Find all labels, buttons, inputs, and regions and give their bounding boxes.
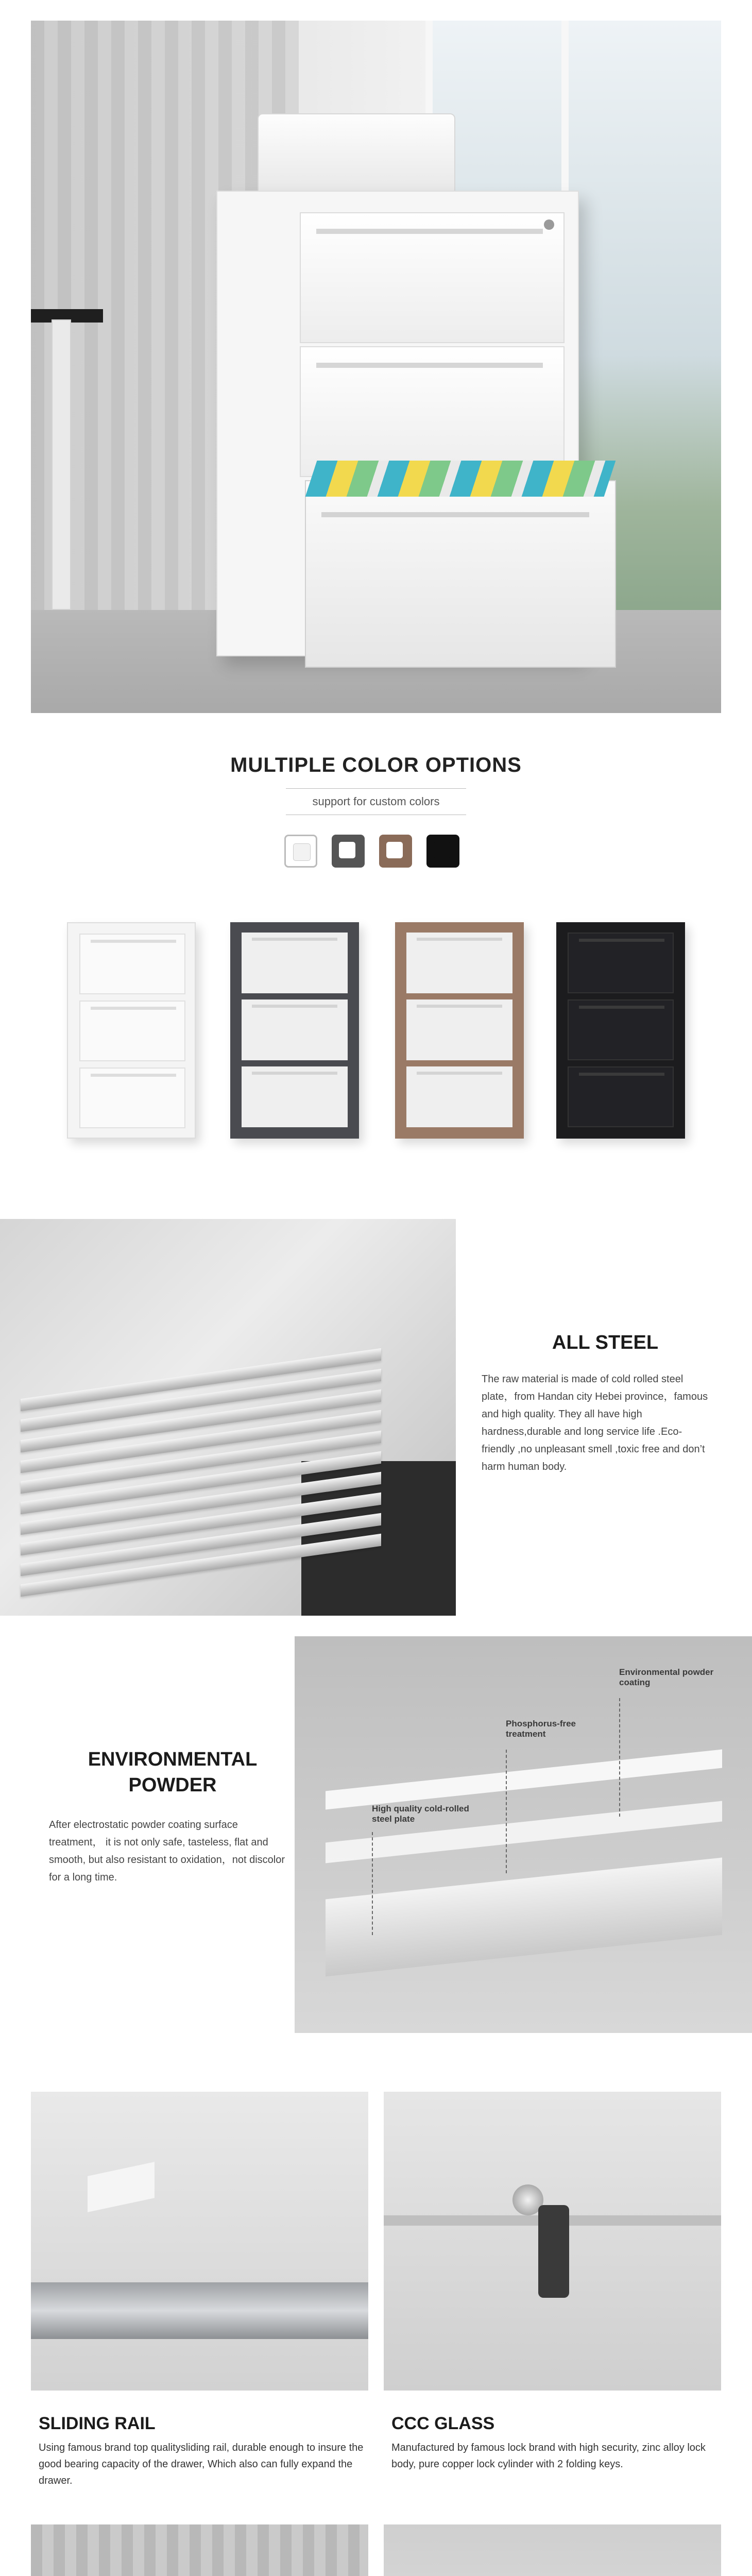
drawer-handle xyxy=(252,1005,337,1008)
powder-coating-layer xyxy=(326,1750,722,1810)
steel-plates-image xyxy=(0,1219,456,1616)
cabinet-white xyxy=(67,922,196,1139)
swatch-coffee-fill xyxy=(386,842,403,858)
swatch-black[interactable] xyxy=(426,835,459,868)
mini-drawer xyxy=(79,1067,185,1128)
environmental-title xyxy=(39,1747,306,1798)
label-powder-coating: Environmental powder coating xyxy=(619,1667,714,1687)
hero-product-image xyxy=(31,21,721,713)
cabinet-drawer-open xyxy=(305,480,616,668)
all-steel-title: ALL STEEL xyxy=(552,1332,659,1353)
hanging-files xyxy=(305,461,616,497)
mini-drawer xyxy=(406,1066,512,1127)
color-options-subtitle: support for custom colors xyxy=(286,788,466,815)
printer xyxy=(258,113,455,198)
environmental-title-line2: POWDER xyxy=(128,1774,217,1796)
label-pointer-line xyxy=(372,1832,373,1935)
lock-image xyxy=(384,2092,721,2391)
drawer-handle xyxy=(316,229,543,234)
feature-title-sliding-rail: SLIDING RAIL xyxy=(39,2414,156,2433)
label-pointer-line xyxy=(619,1698,620,1817)
swatch-grey-fill xyxy=(339,842,355,858)
feature-title-ccc-glass: CCC GLASS xyxy=(391,2414,495,2433)
drawer-handle xyxy=(579,1073,664,1076)
filing-cabinet xyxy=(216,191,579,656)
steel-plate-layer xyxy=(326,1858,722,1977)
mini-drawer xyxy=(242,999,348,1060)
cabinet-black xyxy=(556,922,685,1139)
cabinet-coffee xyxy=(395,922,524,1139)
feature-text-sliding-rail: Using famous brand top qualitysliding rail, durable enough to insure the good bearing capacity of the drawer, Which also can fully expand the drawer. xyxy=(39,2442,364,2486)
handle-image xyxy=(31,2524,368,2576)
drawer-handle xyxy=(579,1006,664,1009)
swatch-white-fill xyxy=(293,843,311,861)
swatch-white[interactable] xyxy=(284,835,317,868)
drawer-handle xyxy=(91,1074,176,1077)
drawer-handle xyxy=(91,940,176,943)
drawer-handle xyxy=(252,1072,337,1075)
swatch-black-fill xyxy=(434,842,450,858)
cabinet-drawer-middle xyxy=(300,346,565,477)
cabinet-drawer-top xyxy=(300,212,565,343)
mini-drawer xyxy=(79,934,185,994)
coating-layers-image xyxy=(295,1636,752,2033)
environmental-text: After electrostatic powder coating surface treatment， it is not only safe, tasteless, flat and smooth, but also resistant to oxidation，not discolor for a long time. xyxy=(49,1819,285,1883)
sliding-rail-image xyxy=(31,2092,368,2391)
mini-drawer xyxy=(406,933,512,993)
key-icon xyxy=(538,2205,569,2298)
mini-drawer xyxy=(79,1001,185,1061)
mini-drawer xyxy=(568,1066,674,1127)
feature-text-ccc-glass: Manufactured by famous lock brand with high security, zinc alloy lock body, pure copper lock cylinder with 2 folding keys. xyxy=(391,2442,706,2470)
drawer-handle xyxy=(417,1072,502,1075)
mini-drawer xyxy=(242,1066,348,1127)
lock-icon xyxy=(544,219,554,230)
mini-drawer xyxy=(568,933,674,993)
all-steel-text: The raw material is made of cold rolled steel plate，from Handan city Hebei province，famous and high quality. They all have high hardness,durable and long service life .Eco-friendly ,no unpleasant smell ,toxic free and don’t harm human body. xyxy=(482,1374,708,1472)
label-steel-plate: High quality cold-rolled steel plate xyxy=(372,1804,469,1824)
color-options-title: MULTIPLE COLOR OPTIONS xyxy=(230,754,522,776)
mini-drawer xyxy=(242,933,348,993)
drawer-handle xyxy=(321,512,589,517)
drawer-handle xyxy=(316,363,543,368)
swatch-coffee[interactable] xyxy=(379,835,412,868)
environmental-title-line1: ENVIRONMENTAL xyxy=(88,1749,258,1770)
label-phosphorus: Phosphorus-free treatment xyxy=(506,1719,576,1739)
mini-drawer xyxy=(568,999,674,1060)
drawer-handle xyxy=(91,1007,176,1010)
drawer-handle xyxy=(417,1005,502,1008)
drawer-image xyxy=(384,2524,721,2576)
drawer-handle xyxy=(417,938,502,941)
wall-stripes xyxy=(31,2524,368,2576)
label-pointer-line xyxy=(506,1750,507,1873)
swatch-grey[interactable] xyxy=(332,835,365,868)
drawer-handle xyxy=(579,939,664,942)
drawer-handle xyxy=(252,938,337,941)
mini-drawer xyxy=(406,999,512,1060)
cabinet-grey xyxy=(230,922,359,1139)
rail-bar xyxy=(31,2282,368,2339)
desk-leg xyxy=(52,319,71,610)
rail-bracket xyxy=(88,2162,155,2212)
